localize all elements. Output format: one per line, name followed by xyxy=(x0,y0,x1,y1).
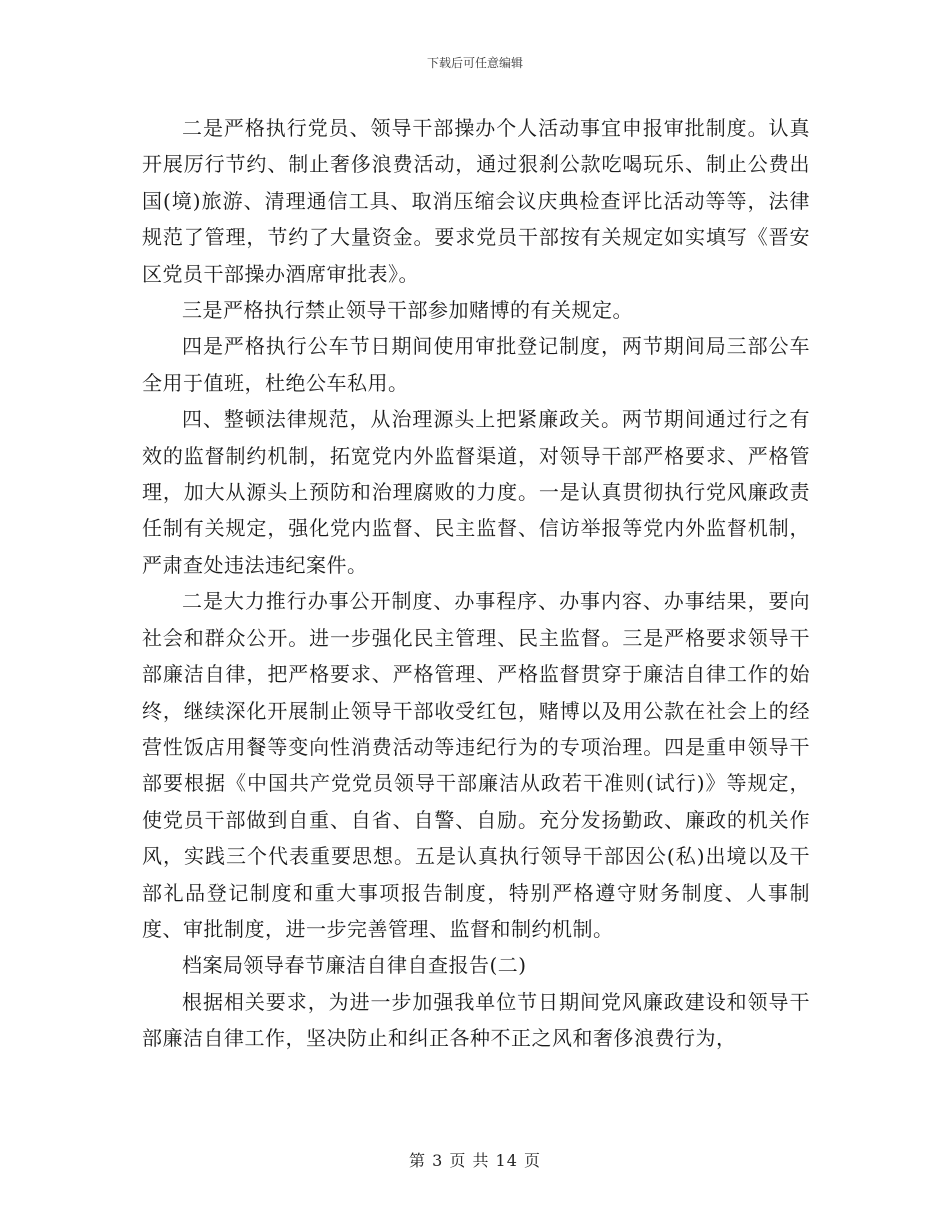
section-title: 档案局领导春节廉洁自律自查报告(二) xyxy=(182,953,527,978)
paragraph: 二是大力推行办事公开制度、办事程序、办事内容、办事结果，要向社会和群众公开。进一步强化民主管理、民主监督。三是严格要求领导干部廉洁自律，把严格要求、严格管理、严格监督贯穿于廉洁自律工作的始终，继续深化开展制止领导干部收受红包，赌博以及用公款在社会上的经营性饭店用餐等变向性消费活动等违纪行为的专项治理。四是重申领导干部要根据《中国共产党党员领导干部廉洁从政若干准则(试行)》等规定，使党员干部做到自重、自省、自警、自励。充分发扬勤政、廉政的机关作风，实践三个代表重要思想。五是认真执行领导干部因公(私)出境以及干部礼品登记制度和重大事项报告制度，特别严格遵守财务制度、人事制度、审批制度，进一步完善管理、监督和制约机制。 xyxy=(142,589,810,941)
paragraph: 四、整顿法律规范，从治理源头上把紧廉政关。两节期间通过行之有效的监督制约机制，拓宽党内外监督渠道，对领导干部严格要求、严格管理，加大从源头上预防和治理腐败的力度。一是认真贯彻执行党风廉政责任制有关规定，强化党内监督、民主监督、信访举报等党内外监督机制，严肃查处违法违纪案件。 xyxy=(142,407,810,577)
page-header: 下载后可任意编辑 xyxy=(426,56,523,70)
paragraph: 三是严格执行禁止领导干部参加赌博的有关规定。 xyxy=(182,298,633,323)
paragraph: 根据相关要求，为进一步加强我单位节日期间党风廉政建设和领导干部廉洁自律工作，坚决防止和纠正各种不正之风和奢侈浪费行为， xyxy=(142,989,810,1051)
page-number: 第 3 页 共 14 页 xyxy=(409,1151,541,1170)
document-body xyxy=(142,110,810,1057)
paragraph: 二是严格执行党员、领导干部操办个人活动事宜申报审批制度。认真开展厉行节约、制止奢侈浪费活动，通过狠刹公款吃喝玩乐、制止公费出国(境)旅游、清理通信工具、取消压缩会议庆典检查评比活动等等，法律规范了管理，节约了大量资金。要求党员干部按有关规定如实填写《晋安区党员干部操办酒席审批表》。 xyxy=(142,116,810,286)
paragraph: 四是严格执行公车节日期间使用审批登记制度，两节期间局三部公车全用于值班，杜绝公车私用。 xyxy=(142,334,810,395)
